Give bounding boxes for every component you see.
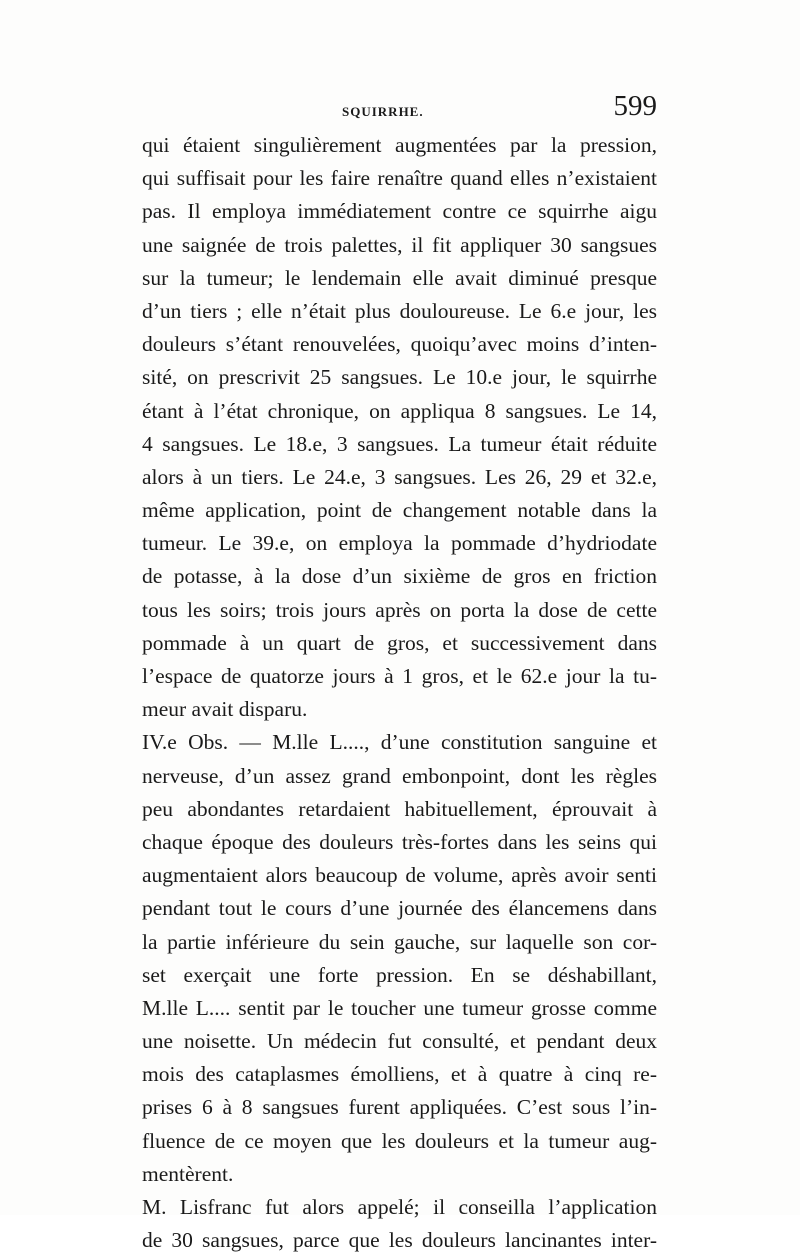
text-line: qui étaient singulièrement augmentées par la pression, [142,133,657,157]
page-number: 599 [613,90,657,122]
text-line: une noisette. Un médecin fut consulté, et pendant deux [142,1029,657,1054]
text-line: sur la tumeur; le lendemain elle avait diminué presque [142,265,657,290]
text-line: l’espace de quatorze jours à 1 gros, et le 62.e jour la tu- [142,664,657,688]
text-line: la partie inférieure du sein gauche, sur laquelle son cor- [142,929,657,954]
body-text [142,129,657,1257]
text-line: chaque époque des douleurs très-fortes dans les seins qui [142,829,657,854]
text-line: de potasse, à la dose d’un sixième de gros en friction [142,564,657,589]
text-line: mois des cataplasmes émolliens, et à quatre à cinq re- [142,1062,657,1087]
text-line: d’un tiers ; elle n’était plus douloureuse. Le 6.e jour, les [142,298,657,323]
text-line: augmentaient alors beaucoup de volume, après avoir senti [142,863,657,888]
text-line: nerveuse, d’un assez grand embonpoint, dont les règles [142,763,657,788]
text-line: prises 6 à 8 sangsues furent appliquées. C’est sous l’in- [142,1095,657,1120]
text-line: pendant tout le cours d’une journée des élancemens dans [142,896,657,921]
text-line: douleurs s’étant renouvelées, quoiqu’avec moins d’inten- [142,332,657,357]
text-line: meur avait disparu. [142,697,308,722]
text-line: tous les soirs; trois jours après on porta la dose de cette [142,597,657,622]
text-line: IV.e Obs. — M.lle L...., d’une constitution sanguine et [142,730,657,755]
text-line: peu abondantes retardaient habituellement, éprouvait à [142,796,657,821]
text-line: M. Lisfranc fut alors appelé; il conseilla l’application [142,1195,657,1219]
running-head [142,90,657,130]
text-line: tumeur. Le 39.e, on employa la pommade d’hydriodate [142,531,657,556]
text-line: mentèrent. [142,1161,234,1186]
text-line: une saignée de trois palettes, il fit appliquer 30 sangsues [142,232,657,257]
text-line: même application, point de changement notable dans la [142,498,657,523]
text-line: sité, on prescrivit 25 sangsues. Le 10.e jour, le squirrhe [142,365,657,390]
text-line: pommade à un quart de gros, et successivement dans [142,630,657,655]
text-line: qui suffisait pour les faire renaître quand elles n’existaient [142,166,657,191]
text-line: pas. Il employa immédiatement contre ce squirrhe aigu [142,199,657,224]
text-line: fluence de ce moyen que les douleurs et la tumeur aug- [142,1128,657,1153]
text-line: étant à l’état chronique, on appliqua 8 sangsues. Le 14, [142,398,657,423]
text-line: 4 sangsues. Le 18.e, 3 sangsues. La tumeur était réduite [142,431,657,456]
text-line: M.lle L.... sentit par le toucher une tumeur grosse comme [142,995,657,1020]
text-line: set exerçait une forte pression. En se déshabillant, [142,962,657,987]
text-line: de 30 sangsues, parce que les douleurs lancinantes inter- [142,1228,657,1253]
text-line: alors à un tiers. Le 24.e, 3 sangsues. Les 26, 29 et 32.e, [142,464,657,489]
running-title: SQUIRRHE. [342,104,424,119]
